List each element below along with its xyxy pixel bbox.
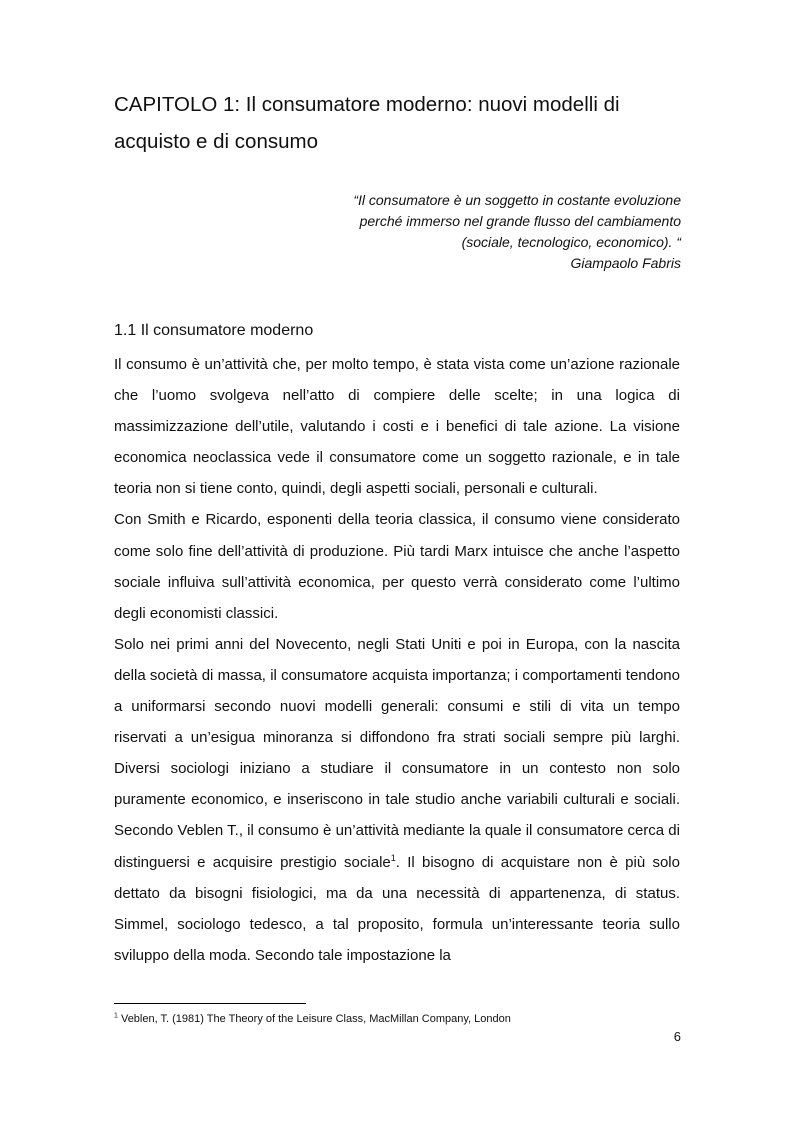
section-heading: 1.1 Il consumatore moderno [114, 322, 314, 339]
epigraph-author: Giampaolo Fabris [570, 255, 681, 271]
chapter-title: CAPITOLO 1: Il consumatore moderno: nuovi modelli di acquisto e di consumo [114, 93, 620, 153]
paragraph-text: Solo nei primi anni del Novecento, negli Stati Uniti e poi in Europa, con la nascita della società di massa, il consumatore acquista importanza; i comportamenti tendono a uniformarsi secondo nuovi modelli generali: consumi e stili di vita un tempo riservati a un’esigua minoranza si diffondono fra strati sociali sempre più larghi. Diversi sociologi iniziano a studiare il consumatore in un contesto non solo puramente economico, e inseriscono in tale studio anche variabili culturali e sociali. Secondo Veblen T., il consumo è un’attività mediante la quale il consumatore cerca di distinguersi e acquisire prestigio sociale [114, 635, 680, 871]
epigraph-line: perché immerso nel grande flusso del cambiamento [359, 213, 681, 229]
epigraph-line: “Il consumatore è un soggetto in costante evoluzione [353, 192, 681, 208]
body-text [114, 349, 680, 971]
epigraph-line: (sociale, tecnologico, economico). “ [461, 234, 681, 250]
footnote-divider [114, 1003, 306, 1004]
footnote-reference[interactable]: 1 [390, 852, 396, 863]
paragraph: Il consumo è un’attività che, per molto tempo, è stata vista come un’azione razionale che l’uomo svolgeva nell’atto di compiere delle scelte; in una logica di massimizzazione dell’utile, valutando i costi e i benefici di tale azione. La visione economica neoclassica vede il consumatore come un soggetto razionale, e in tale teoria non si tiene conto, quindi, degli aspetti sociali, personali e culturali. [114, 356, 680, 498]
paragraph-text: . Il bisogno di acquistare non è più solo dettato da bisogni fisiologici, ma da una necessità di appartenenza, di status. Simmel, sociologo tedesco, a tal proposito, formula un’interessante teoria sullo sviluppo della moda. Secondo tale impostazione la [114, 853, 680, 964]
footnote-number: 1 [114, 1012, 118, 1020]
epigraph [261, 190, 681, 274]
paragraph: Con Smith e Ricardo, esponenti della teoria classica, il consumo viene considerato come solo fine dell’attività di produzione. Più tardi Marx intuisce che anche l’aspetto sociale influiva sull’attività economica, per questo verrà considerato come l’ultimo degli economisti classici. [114, 511, 680, 622]
footnote [114, 1011, 511, 1027]
paragraph [114, 629, 680, 971]
footnote-text: Veblen, T. (1981) The Theory of the Leisure Class, MacMillan Company, London [117, 1013, 511, 1025]
page-number: 6 [673, 1029, 681, 1044]
